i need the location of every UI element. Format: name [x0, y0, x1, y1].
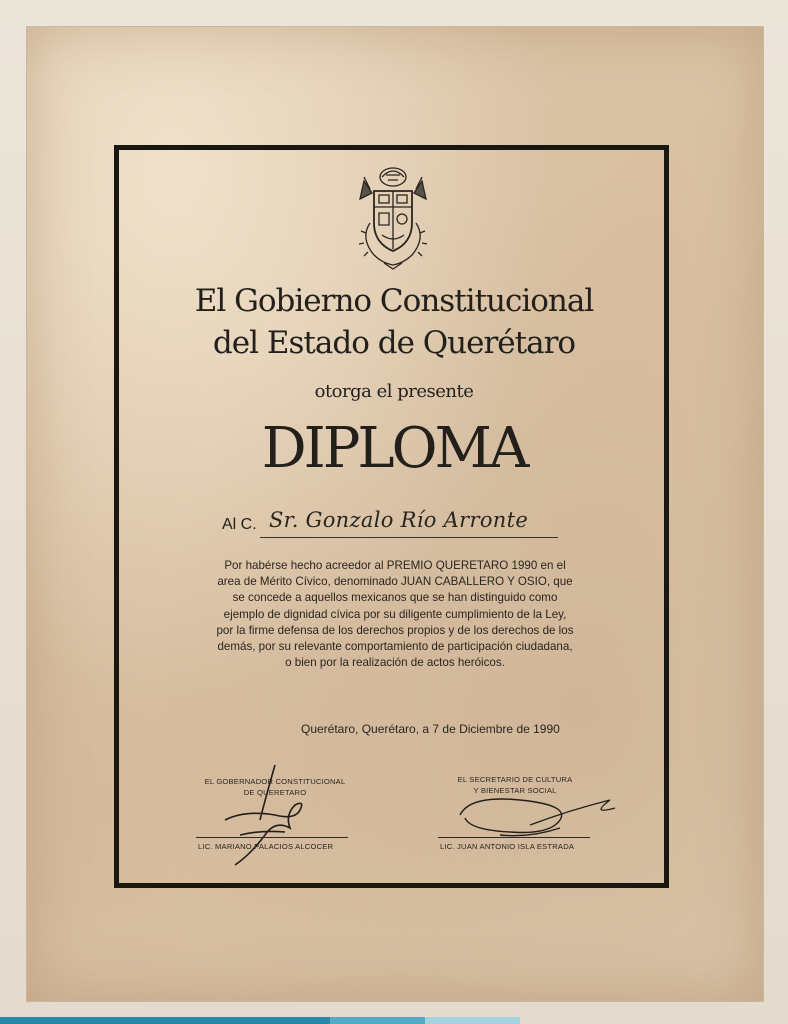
recipient-row [222, 508, 562, 540]
signature-2-line [438, 837, 590, 838]
signature-1-line [196, 837, 348, 838]
signatory-2-title-line1: EL SECRETARIO DE CULTURA [457, 775, 573, 784]
issuer-line-1: El Gobierno Constitucional [194, 283, 594, 319]
signatory-1-title-line1: EL GOBERNADOR CONSTITUCIONAL [204, 777, 346, 786]
signatory-2-name: LIC. JUAN ANTONIO ISLA ESTRADA [440, 842, 575, 851]
signatory-1-title-line2: DE QUERETARO [243, 788, 307, 797]
coat-of-arms-icon [352, 163, 434, 271]
signatory-2-title-line2: Y BIENESTAR SOCIAL [473, 786, 557, 795]
diploma-title: DIPLOMA [261, 416, 527, 481]
recipient-name: Sr. Gonzalo Río Arronte [269, 508, 529, 532]
signatory-1-name: LIC. MARIANO PALACIOS ALCOCER [198, 842, 334, 851]
signature-2 [440, 780, 630, 850]
issuer-line-2: del Estado de Querétaro [212, 325, 576, 361]
accent-bar-light [425, 1017, 520, 1024]
citation-text: Por habérse hecho acreedor al PREMIO QUERETARO 1990 en el area de Mérito Cívico, denominado JUAN CABALLERO Y OSIO, que se concede a aquellos mexicanos que se han distinguido como ejemplo de dignidad cívica por su diligente cumplimiento de la Ley, por la firme defensa de los derechos propios y de los derechos de los demás, por su relevante comportamiento de participación ciudadana, o bien por la realización de actos heróicos. [216, 559, 574, 670]
grants-text: otorga el presente [314, 381, 474, 402]
accent-bar-mid [330, 1017, 425, 1024]
place-date: Querétaro, Querétaro, a 7 de Diciembre de 1990 [301, 722, 560, 736]
recipient-underline [260, 537, 558, 538]
recipient-prefix: Al C. [222, 516, 257, 533]
signature-1 [205, 760, 325, 870]
